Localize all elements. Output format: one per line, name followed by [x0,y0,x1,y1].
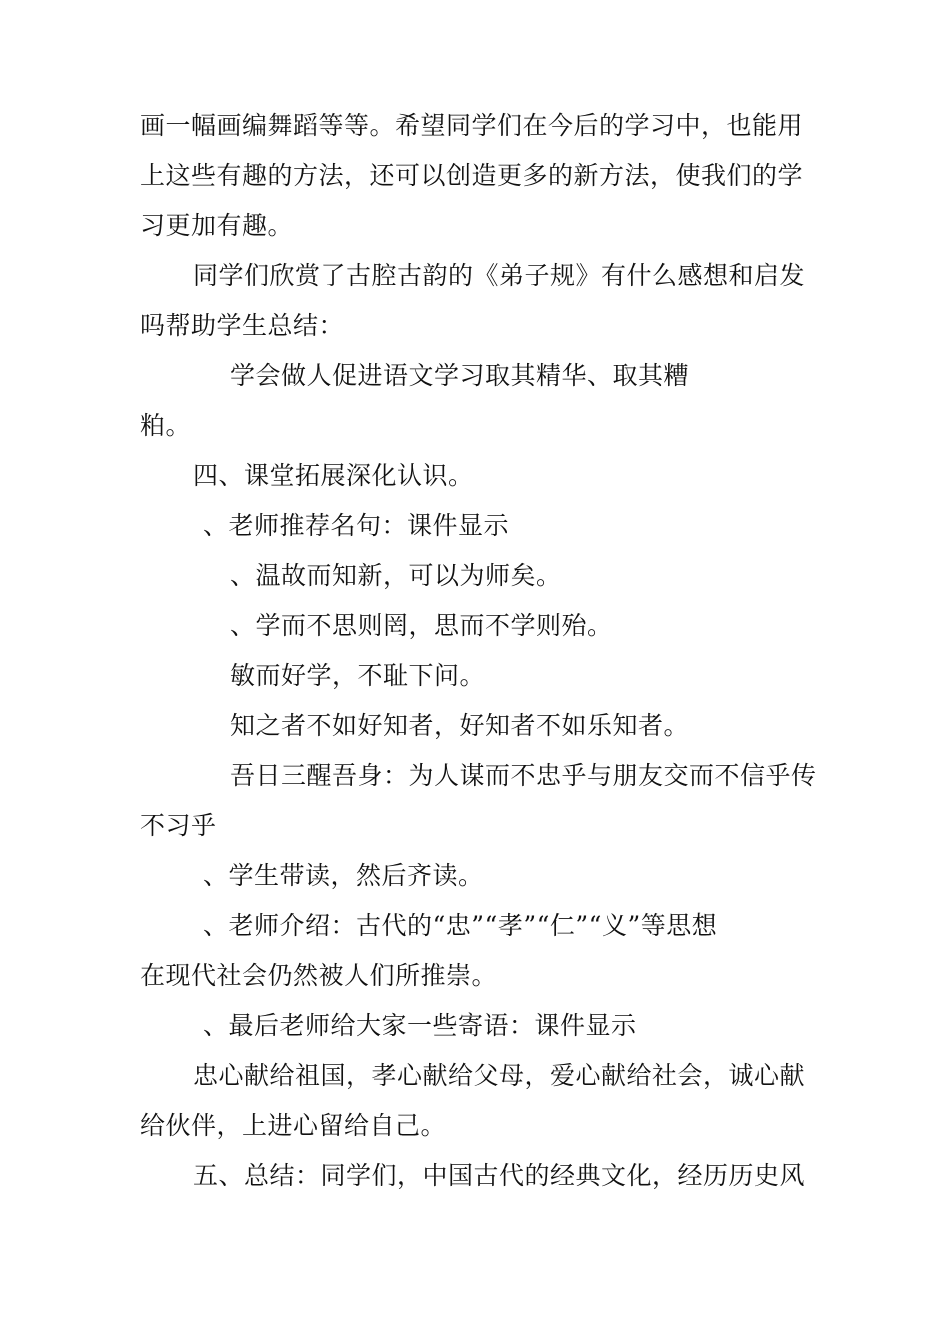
paragraph-line: 上这些有趣的方法，还可以创造更多的新方法，使我们的学 [140,161,804,190]
quote-item: 、学而不思则罔，思而不学则殆。 [230,611,613,640]
paragraph-line: 吗帮助学生总结： [140,311,345,340]
list-item: 、老师介绍：古代的“忠”“孝”“仁”“义”等思想 [203,911,718,940]
paragraph-line: 忠心献给祖国，孝心献给父母，爱心献给社会，诚心献 [193,1061,806,1090]
list-item: 、最后老师给大家一些寄语：课件显示 [203,1011,637,1040]
list-item: 、老师推荐名句：课件显示 [203,511,510,540]
quote-item: 敏而好学，不耻下问。 [230,661,486,690]
quote-item: 知之者不如好知者，好知者不如乐知者。 [230,711,690,740]
section-heading: 四、课堂拓展深化认识。 [193,461,474,490]
paragraph-line: 给伙伴，上进心留给自己。 [140,1111,447,1140]
quote-item: 、温故而知新，可以为师矣。 [230,561,562,590]
paragraph-line: 学会做人促进语文学习取其精华、取其糟 [230,361,690,390]
paragraph-line: 同学们欣赏了古腔古韵的《弟子规》有什么感想和启发 [193,261,806,290]
paragraph-line: 不习乎 [140,811,217,840]
paragraph-line: 粕。 [140,411,192,440]
paragraph-line: 习更加有趣。 [140,211,294,240]
quote-item: 吾日三醒吾身：为人谋而不忠乎与朋友交而不信乎传 [230,761,817,790]
section-heading: 五、总结：同学们，中国古代的经典文化，经历历史风 [193,1161,806,1190]
list-item: 、学生带读，然后齐读。 [203,861,484,890]
paragraph-line: 在现代社会仍然被人们所推崇。 [140,961,498,990]
paragraph-line: 画一幅画编舞蹈等等。希望同学们在今后的学习中，也能用 [140,111,804,140]
